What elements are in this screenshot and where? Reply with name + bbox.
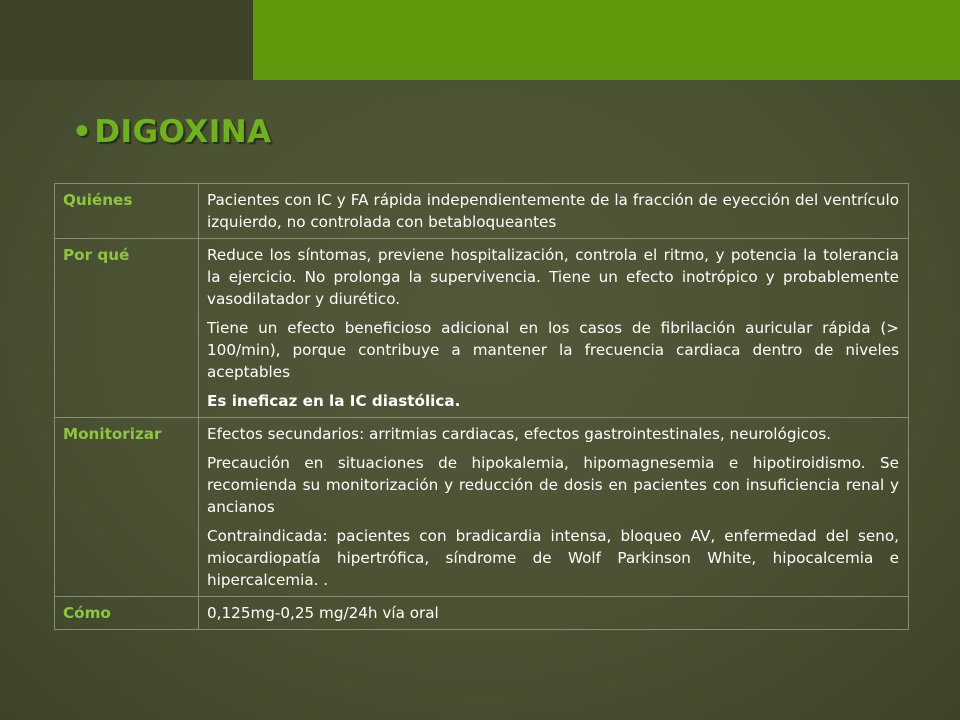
title-text: DIGOXINA [94, 114, 272, 150]
row-paragraph: Precaución en situaciones de hipokalemia, hipomagnesemia e hipotiroidismo. Se recomienda su monitorización y reducción de dosis en pacientes con insuficiencia renal y ancianos [207, 454, 899, 516]
row-paragraph: 0,125mg-0,25 mg/24h vía oral [207, 604, 439, 622]
row-paragraph-emphasis: Es ineficaz en la IC diastólica. [207, 392, 461, 410]
digoxin-info-table [54, 183, 909, 630]
table-row-quienes [55, 184, 909, 239]
row-content [199, 597, 909, 630]
table-row-por-que [55, 239, 909, 418]
row-content [199, 418, 909, 597]
slide-title [72, 114, 272, 150]
row-paragraph: Tiene un efecto beneficioso adicional en los casos de fibrilación auricular rápida (> 100/min), porque contribuye a mantener la frecuencia cardiaca dentro de niveles aceptables [207, 319, 899, 381]
row-label: Por qué [55, 239, 199, 418]
title-bullet-icon: • [72, 114, 93, 150]
row-label: Monitorizar [55, 418, 199, 597]
row-label: Cómo [55, 597, 199, 630]
row-paragraph: Contraindicada: pacientes con bradicardia intensa, bloqueo AV, enfermedad del seno, miocardiopatía hipertrófica, síndrome de Wolf Parkinson White, hipocalcemia e hipercalcemia. . [207, 527, 899, 589]
row-paragraph: Reduce los síntomas, previene hospitalización, controla el ritmo, y potencia la tolerancia la ejercicio. No prolonga la supervivencia. Tiene un efecto inotrópico y probablemente vasodilatador y diurético. [207, 246, 899, 308]
row-paragraph: Efectos secundarios: arritmias cardiacas, efectos gastrointestinales, neurológicos. [207, 425, 832, 443]
table-row-como [55, 597, 909, 630]
table-row-monitorizar [55, 418, 909, 597]
row-content [199, 184, 909, 239]
top-green-accent-bar [253, 0, 960, 80]
row-paragraph: Pacientes con IC y FA rápida independientemente de la fracción de eyección del ventrículo izquierdo, no controlada con betabloqueantes [207, 191, 899, 231]
row-content [199, 239, 909, 418]
row-label: Quiénes [55, 184, 199, 239]
top-dark-band [0, 0, 253, 80]
